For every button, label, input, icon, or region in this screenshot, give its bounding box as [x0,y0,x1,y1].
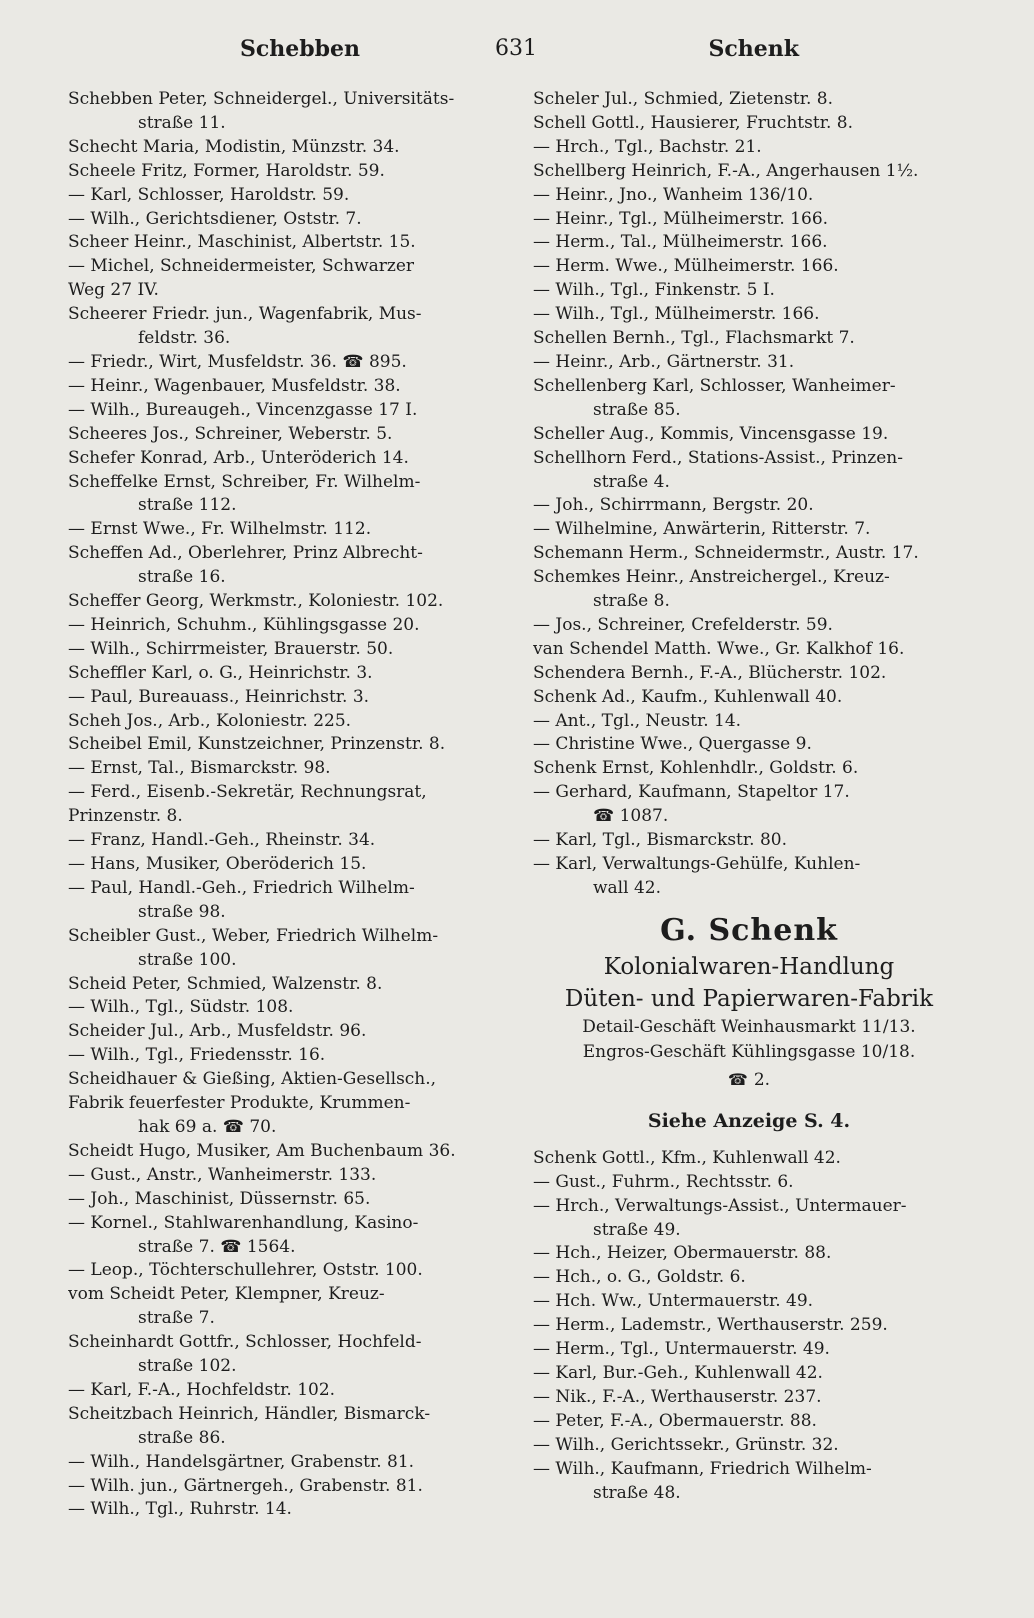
directory-entry-line: van Schendel Matth. Wwe., Gr. Kalkhof 16. [533,638,905,659]
directory-entry-line: — Karl, F.-A., Hochfeldstr. 102. [68,1379,336,1400]
directory-entry-line: Fabrik feuerfester Produkte, Krummen- [68,1093,411,1114]
header-left-keyword: Schebben [240,36,361,62]
directory-entry-line: straße 11. [138,112,226,133]
directory-entry-line: Scheidt Hugo, Musiker, Am Buchenbaum 36. [68,1140,456,1161]
ad-line-2: Düten- und Papierwaren-Fabrik [564,985,934,1012]
right-column-entries-bottom [533,1147,965,1506]
directory-entry-line: Weg 27 IV. [68,280,159,301]
directory-entry-line: — Hrch., Verwaltungs-Assist., Untermauer- [533,1195,907,1216]
directory-entry-line: — Peter, F.-A., Obermauerstr. 88. [533,1410,817,1431]
directory-entry-line: wall 42. [593,877,661,898]
directory-entry-line: straße 8. [593,591,670,612]
directory-entry-line: — Wilh., Tgl., Ruhrstr. 14. [68,1499,292,1520]
directory-entry-line: — Paul, Bureauass., Heinrichstr. 3. [68,686,370,707]
directory-entry-line: — Hch., Heizer, Obermauerstr. 88. [533,1243,832,1264]
header-right-keyword: Schenk [708,36,799,62]
directory-entry-line: feldstr. 36. [138,328,231,349]
directory-entry-line: Scheffelke Ernst, Schreiber, Fr. Wilhelm- [68,471,421,492]
directory-entry-line: straße 112. [138,495,237,516]
directory-entry-line: Schecht Maria, Modistin, Münzstr. 34. [68,136,400,157]
directory-entry-line: — Hrch., Tgl., Bachstr. 21. [533,136,762,157]
directory-entry-line: — Wilh., Tgl., Friedensstr. 16. [68,1045,326,1066]
directory-entry-line: Schendera Bernh., F.-A., Blücherstr. 102. [533,662,887,683]
directory-entry-line: Schell Gottl., Hausierer, Fruchtstr. 8. [533,112,853,133]
directory-entry-line: — Wilhelmine, Anwärterin, Ritterstr. 7. [533,519,871,540]
ad-title: G. Schenk [660,912,838,948]
directory-entry-line: Scheitzbach Heinrich, Händler, Bismarck- [68,1403,431,1424]
directory-entry-line: — Karl, Schlosser, Haroldstr. 59. [68,184,350,205]
ad-phone-number: 2. [753,1069,771,1090]
directory-entry-line: — Heinr., Arb., Gärtnerstr. 31. [533,351,795,372]
directory-entry-line: Scheh Jos., Arb., Koloniestr. 225. [68,710,352,731]
directory-entry-line: — Heinr., Wagenbauer, Musfeldstr. 38. [68,375,401,396]
left-column [68,88,504,1522]
directory-entry-line: straße 7. [138,1308,215,1329]
directory-entry-line: — Herm., Lademstr., Werthauserstr. 259. [533,1315,888,1336]
directory-entry-line: — Wilh., Tgl., Mülheimerstr. 166. [533,304,820,325]
directory-entry-line: straße 100. [138,949,237,970]
directory-entry-line: — Heinr., Tgl., Mülheimerstr. 166. [533,208,829,229]
directory-entry-line: — Hans, Musiker, Oberöderich 15. [68,854,367,874]
directory-entry-line: — Karl, Bur.-Geh., Kuhlenwall 42. [533,1362,823,1383]
directory-entry-line: Schellenberg Karl, Schlosser, Wanheimer- [533,375,896,396]
directory-entry-line: — Hch., o. G., Goldstr. 6. [533,1267,746,1288]
directory-entry-line: — Wilh., Handelsgärtner, Grabenstr. 81. [68,1451,415,1472]
directory-entry-line: Schefer Konrad, Arb., Unteröderich 14. [68,447,409,468]
directory-entry-line: straße 48. [593,1482,681,1503]
directory-entry-line: — Ant., Tgl., Neustr. 14. [533,710,742,731]
directory-entry-line: hak 69 a. ☎ 70. [138,1116,277,1137]
directory-entry-line: — Jos., Schreiner, Crefelderstr. 59. [533,614,833,635]
directory-entry-line: straße 49. [593,1219,681,1240]
directory-entry-line: Schemkes Heinr., Anstreichergel., Kreuz- [533,567,890,588]
advertisement [533,901,965,1147]
directory-entry-line: straße 7. ☎ 1564. [138,1236,296,1257]
directory-entry-line: — Joh., Maschinist, Düssernstr. 65. [68,1188,371,1209]
directory-entry-line: Schemann Herm., Schneidermstr., Austr. 17. [533,543,919,564]
directory-entry-line: — Herm., Tgl., Untermauerstr. 49. [533,1339,830,1360]
telephone-icon: ☎ [727,1069,748,1089]
directory-entry-line: Scheele Fritz, Former, Haroldstr. 59. [68,160,385,181]
directory-entry-line: — Kornel., Stahlwarenhandlung, Kasino- [68,1212,419,1233]
directory-entry-line: — Gerhard, Kaufmann, Stapeltor 17. [533,782,850,803]
directory-entry-line: Scheidhauer & Gießing, Aktien-Gesellsch., [68,1069,437,1090]
directory-entry-line: — Wilh., Bureaugeh., Vincenzgasse 17 I. [68,399,418,420]
directory-entry-line: — Wilh., Gerichtsdiener, Oststr. 7. [68,208,362,229]
directory-entry-line: Scheffer Georg, Werkmstr., Koloniestr. 102. [68,591,444,612]
directory-entry-line: — Friedr., Wirt, Musfeldstr. 36. ☎ 895. [68,351,407,372]
directory-entry-line: vom Scheidt Peter, Klempner, Kreuz- [68,1284,385,1305]
directory-entry-line: Schebben Peter, Schneidergel., Universitäts- [68,89,455,109]
directory-entry-line: Scheerer Friedr. jun., Wagenfabrik, Mus- [68,304,422,325]
directory-entry-line: — Wilh., Tgl., Südstr. 108. [68,997,294,1018]
directory-entry-line: straße 86. [138,1427,226,1448]
directory-entry-line: straße 16. [138,567,226,588]
directory-entry-line: — Heinrich, Schuhm., Kühlingsgasse 20. [68,614,420,635]
directory-entry-line: — Nik., F.-A., Werthauserstr. 237. [533,1386,822,1407]
directory-entry-line: Prinzenstr. 8. [68,806,183,827]
directory-entry-line: straße 98. [138,901,226,922]
ad-line-1: Kolonialwaren-Handlung [603,953,895,980]
ad-phone [533,1065,965,1095]
directory-entry-line: Schenk Gottl., Kfm., Kuhlenwall 42. [533,1147,841,1168]
directory-entry-line: ☎ 1087. [593,806,669,827]
directory-entry-line: — Wilh., Schirrmeister, Brauerstr. 50. [68,638,394,659]
directory-entry-line: straße 85. [593,399,681,420]
ad-reference: Siehe Anzeige S. 4. [647,1109,851,1132]
directory-entry-line: Schenk Ad., Kaufm., Kuhlenwall 40. [533,686,843,707]
directory-entry-line: — Franz, Handl.-Geh., Rheinstr. 34. [68,830,376,851]
directory-entry-line: Scheider Jul., Arb., Musfeldstr. 96. [68,1021,367,1042]
page-number: 631 [495,36,537,61]
right-column-entries-top [533,88,965,901]
directory-entry-line: — Wilh. jun., Gärtnergeh., Grabenstr. 81. [68,1475,423,1496]
directory-entry-line: Scheer Heinr., Maschinist, Albertstr. 15. [68,232,416,253]
directory-entry-line: — Herm., Tal., Mülheimerstr. 166. [533,232,828,253]
ad-engros-address: Engros-Geschäft Kühlingsgasse 10/18. [582,1041,916,1062]
directory-entry-line: — Wilh., Tgl., Finkenstr. 5 I. [533,280,775,301]
directory-entry-line: — Karl, Tgl., Bismarckstr. 80. [533,830,787,851]
directory-entry-line: — Joh., Schirrmann, Bergstr. 20. [533,495,814,516]
directory-entry-line: — Paul, Handl.-Geh., Friedrich Wilhelm- [68,877,415,898]
directory-entry-line: Schellberg Heinrich, F.-A., Angerhausen 1½. [533,160,919,181]
directory-entry-line: Scheibler Gust., Weber, Friedrich Wilhelm- [68,925,439,946]
right-column [533,88,965,1505]
directory-entry-line: — Herm. Wwe., Mülheimerstr. 166. [533,256,839,277]
directory-entry-line: — Heinr., Jno., Wanheim 136/10. [533,184,814,205]
directory-entry-line: Scheid Peter, Schmied, Walzenstr. 8. [68,973,383,994]
directory-entry-line: — Gust., Fuhrm., Rechtsstr. 6. [533,1171,794,1192]
directory-entry-line: Scheeres Jos., Schreiner, Weberstr. 5. [68,423,393,444]
directory-entry-line: Scheller Aug., Kommis, Vincensgasse 19. [533,423,889,444]
directory-entry-line: Scheffen Ad., Oberlehrer, Prinz Albrecht- [68,543,423,564]
directory-entry-line: — Karl, Verwaltungs-Gehülfe, Kuhlen- [533,854,861,874]
directory-entry-line: Scheler Jul., Schmied, Zietenstr. 8. [533,89,834,109]
directory-entry-line: — Ferd., Eisenb.-Sekretär, Rechnungsrat, [68,782,427,803]
directory-entry-line: Schellhorn Ferd., Stations-Assist., Prinzen- [533,447,903,468]
directory-entry-line: — Gust., Anstr., Wanheimerstr. 133. [68,1164,377,1185]
directory-entry-line: straße 102. [138,1356,237,1377]
directory-entry-line: — Wilh., Gerichtssekr., Grünstr. 32. [533,1434,839,1455]
directory-entry-line: — Michel, Schneidermeister, Schwarzer [68,256,415,277]
directory-entry-line: Schenk Ernst, Kohlenhdlr., Goldstr. 6. [533,758,859,779]
ad-detail-address: Detail-Geschäft Weinhausmarkt 11/13. [582,1016,916,1037]
directory-entry-line: Scheinhardt Gottfr., Schlosser, Hochfeld- [68,1332,422,1353]
page-header [70,36,964,76]
directory-entry-line: straße 4. [593,471,670,492]
directory-entry-line: Scheffler Karl, o. G., Heinrichstr. 3. [68,662,373,683]
directory-entry-line: Scheibel Emil, Kunstzeichner, Prinzenstr. 8. [68,734,446,755]
directory-entry-line: Schellen Bernh., Tgl., Flachsmarkt 7. [533,328,855,349]
directory-entry-line: — Ernst, Tal., Bismarckstr. 98. [68,758,331,779]
directory-entry-line: — Ernst Wwe., Fr. Wilhelmstr. 112. [68,519,372,540]
directory-entry-line: — Christine Wwe., Quergasse 9. [533,734,812,755]
directory-entry-line: — Wilh., Kaufmann, Friedrich Wilhelm- [533,1458,872,1479]
directory-entry-line: — Leop., Töchterschullehrer, Oststr. 100. [68,1260,423,1281]
directory-entry-line: — Hch. Ww., Untermauerstr. 49. [533,1291,814,1312]
